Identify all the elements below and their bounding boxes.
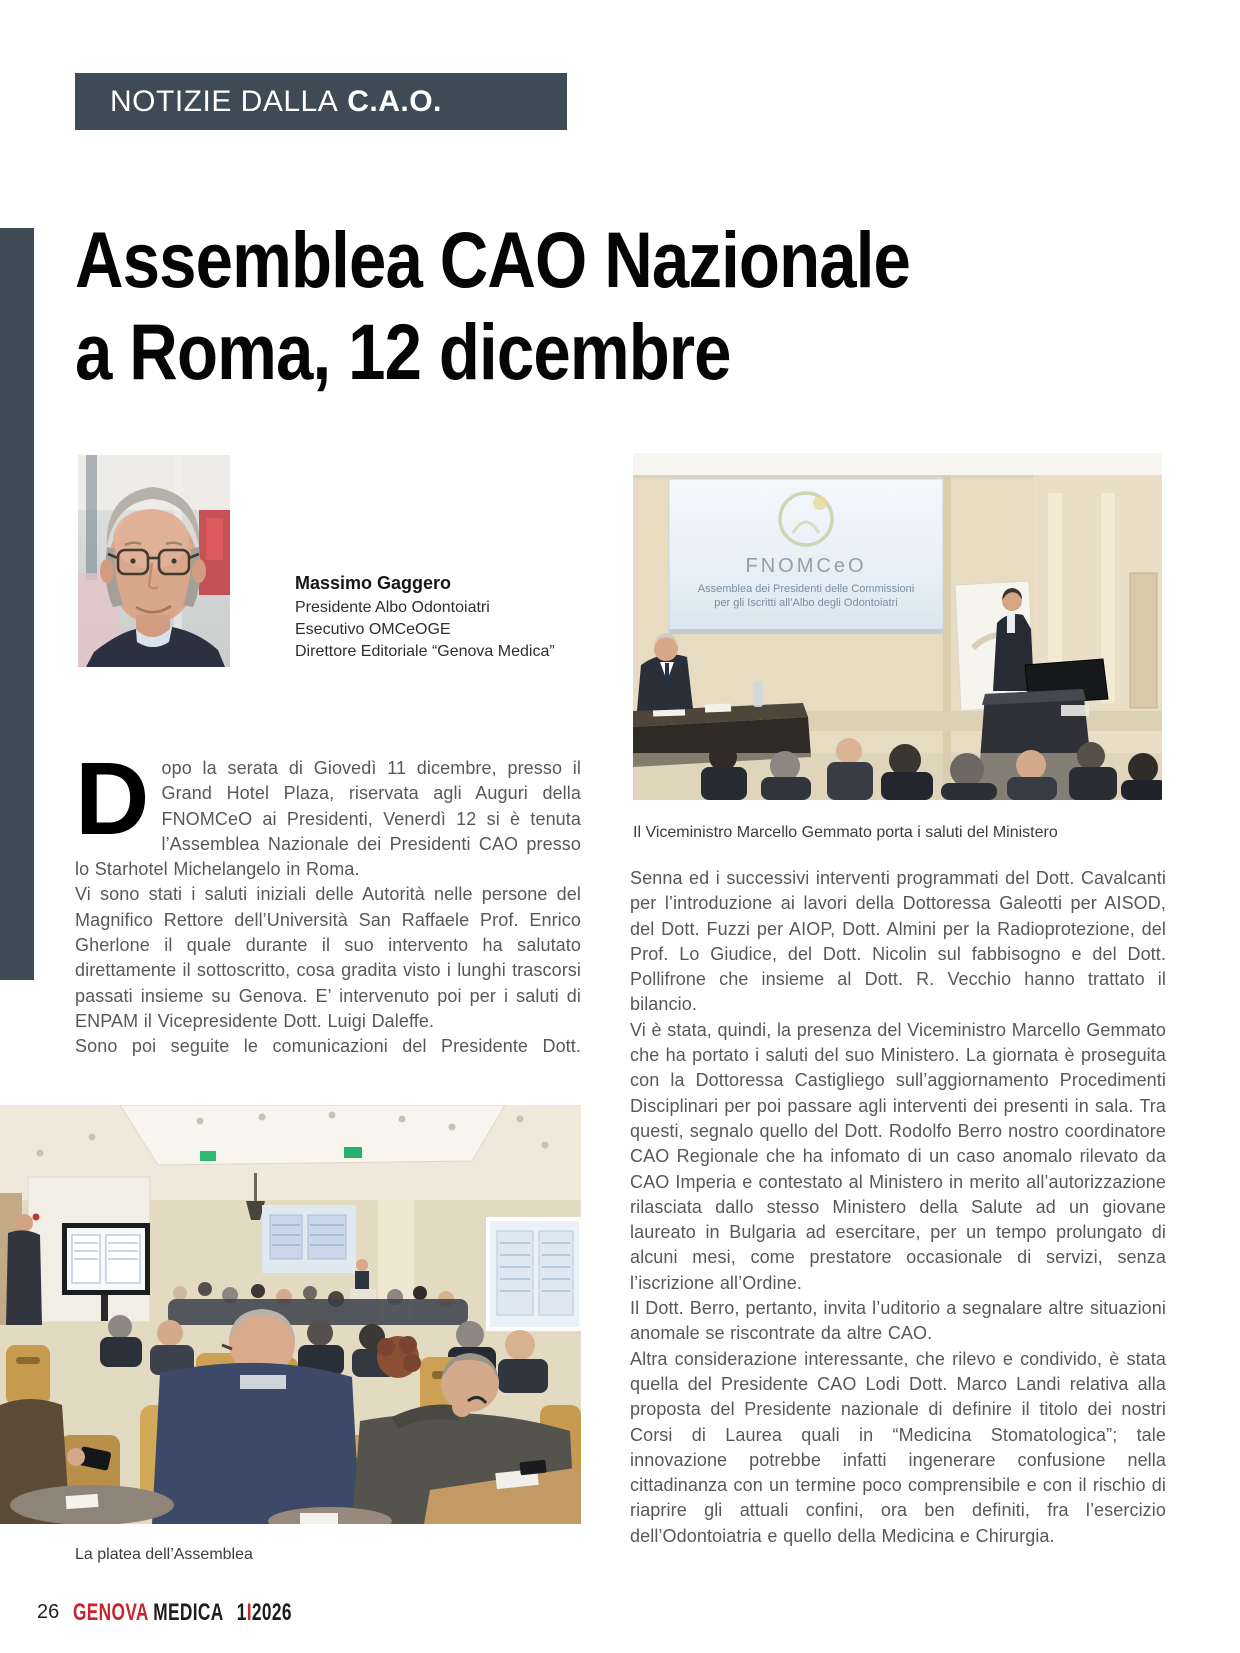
assembly-photo xyxy=(0,1105,581,1524)
body-paragraph: Vi sono stati i saluti iniziali delle Autorità nelle persone del Magnifico Rettore dell’Università San Raffaele Prof. Enrico Gherlone il quale durante il suo intervento ha salutato direttamente il sottoscritto, cosa gradita visto i lunghi trascorsi passati insieme su Genova. E’ intervenuto poi per i saluti di ENPAM il Vicepresidente Dott. Luigi Daleffe. xyxy=(75,884,581,1031)
drop-cap: D xyxy=(75,741,150,856)
conference-wall-edge xyxy=(943,475,951,800)
assembly-caption: La platea dell’Assemblea xyxy=(75,1546,253,1563)
slide-title: FNOMCeO xyxy=(745,555,867,577)
assembly-right-screen xyxy=(488,1219,581,1329)
author-block xyxy=(295,572,555,663)
body-paragraph: Sono poi seguite le comunicazioni del Presidente Dott. xyxy=(75,1036,581,1057)
author-name: Massimo Gaggero xyxy=(295,573,452,593)
podium-label xyxy=(1061,705,1089,716)
left-accent-bar xyxy=(0,228,34,980)
exit-sign-left xyxy=(200,1151,216,1161)
page-number: 26 xyxy=(37,1601,60,1623)
phone-on-pad xyxy=(519,1460,546,1476)
papers xyxy=(300,1513,338,1524)
title-line-2: a Roma, 12 dicembre xyxy=(75,307,731,396)
body-paragraph xyxy=(75,741,581,882)
banner-label: NOTIZIE DALLA xyxy=(110,84,339,118)
article-left-column xyxy=(75,741,581,1060)
body-paragraph: Il Dott. Berro, pertanto, invita l’uditorio a segnalare altre situazioni anomale se riscontrate da altre CAO. xyxy=(630,1298,1166,1344)
article-title xyxy=(75,214,910,398)
banner-label-bold: C.A.O. xyxy=(347,84,442,118)
assembly-wall-sign xyxy=(33,1214,40,1221)
conference-ceiling xyxy=(633,453,1162,475)
assembly-center-screen xyxy=(262,1205,356,1273)
portrait-ceiling xyxy=(78,455,230,510)
portrait-red-sign-inner xyxy=(206,518,223,560)
fnomceo-logo-dot xyxy=(813,496,827,510)
section-banner xyxy=(75,73,567,130)
slide-subtitle-line2: per gli Iscritti all’Albo degli Odontoiatri xyxy=(714,597,898,609)
slide-subtitle-line1: Assemblea dei Presidenti delle Commissioni xyxy=(697,583,915,595)
portrait-window-frame xyxy=(86,455,97,580)
body-paragraph: Vi è stata, quindi, la presenza del Viceministro Marcello Gemmato che ha portato i saluti del suo Ministero. La giornata è proseguita con la Dottoressa Castigliego sull’aggiornamento Procedimenti Disciplinari per poi passare agli interventi dei presenti in sala. Tra questi, segnalo quello del Dott. Rodolfo Berro nostro coordinatore CAO Regionale che ha infomato di un caso anomalo rilevato da CAO Imperia e contestato al Ministero in merito all’autorizzazione rilasciata dallo stesso Ministero della Salute ad un giovane laureato in Bulgaria ad esercitare, per un tempo prolungato di alcuni mesi, come prestatore occasionale di servizi, senza l’iscrizione all’Ordine. xyxy=(630,1019,1166,1293)
issue-year: 2026 xyxy=(251,1599,292,1626)
portrait-photo xyxy=(78,455,230,667)
paragraph-text: opo la serata di Giovedì 11 dicembre, presso il Grand Hotel Plaza, riservata agli Auguri della FNOMCeO ai Presidenti, Venerdì 12 si è tenuta l’Assemblea Nazionale dei Presidenti CAO presso lo Starhotel Michelangelo in Roma. xyxy=(75,758,581,880)
author-role-2: Esecutivo OMCeOGE xyxy=(295,621,451,638)
papers-on-table xyxy=(66,1494,99,1509)
exit-sign-center xyxy=(344,1147,362,1158)
conference-photo xyxy=(633,453,1162,800)
article-right-column xyxy=(630,866,1166,1549)
water-bottle xyxy=(753,681,763,707)
brand-genova: GENOVA xyxy=(73,1599,149,1626)
issue-separator: I xyxy=(246,1599,252,1626)
body-paragraph: Altra considerazione interessante, che rilevo e condivido, è stata quella del Presidente CAO Lodi Dott. Marco Landi relativa alla proposta del Presidente nazionale di definire il titolo dei nostri Corsi di Laurea quali in “Medicina Stomatologica”; tale innovazione potrebbe infatti ingenerare confusione nella cittadinanza con un termine poco comprensibile e con il rischio di riaprire gli attuali confini, ora ben definiti, fra l’esercizio dell’Odontoiatria e quello della Medicina e Chirurgia. xyxy=(630,1348,1166,1546)
author-role-1: Presidente Albo Odontoiatri xyxy=(295,599,490,616)
magazine-logo xyxy=(73,1599,292,1627)
issue-number: 1 xyxy=(236,1599,247,1626)
author-role-3: Direttore Editoriale “Genova Medica” xyxy=(295,643,555,660)
conference-door xyxy=(1130,573,1157,708)
assembly-ceiling-recess xyxy=(120,1105,505,1165)
body-paragraph: Senna ed i successivi interventi programmati del Dott. Cavalcanti per l’introduzione ai lavori della Dottoressa Galeotti per AISOD, del Dott. Fuzzi per AIOP, Dott. Almini per la Radioprotezione, del Prof. Lo Giudice, del Dott. Nicolin sul fabbisogno e del Dott. Pollifrone che insieme al Dott. R. Vecchio hanno trattato il bilancio. xyxy=(630,868,1166,1015)
brand-medica: MEDICA xyxy=(153,1599,223,1626)
conference-caption: Il Viceministro Marcello Gemmato porta i saluti del Ministero xyxy=(633,824,1058,841)
title-line-1: Assemblea CAO Nazionale xyxy=(75,215,911,304)
conference-projection-screen xyxy=(669,479,943,634)
